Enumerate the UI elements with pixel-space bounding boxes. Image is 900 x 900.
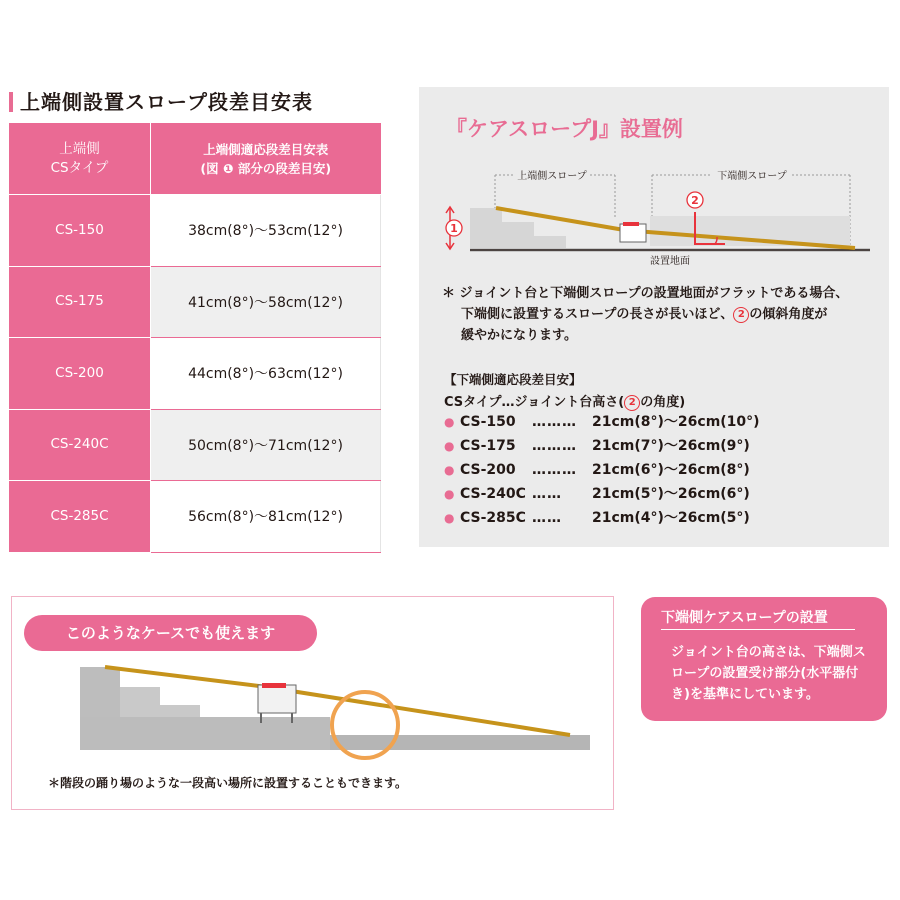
list-item: ● CS-240C …… 21cm(5°)～26cm(6°) (444, 486, 750, 502)
label-upper-slope: 上端側スロープ (517, 171, 587, 182)
lower-subheading: CSタイプ…ジョイント台高さ( 2 の角度) (444, 395, 686, 410)
table-row (9, 195, 381, 267)
upper-slope (105, 667, 275, 688)
info-box-title: 下端側ケアスロープの設置 (661, 610, 828, 626)
joint-level (262, 683, 286, 688)
table-title: 上端側設置スロープ段差目安表 (20, 90, 313, 114)
row-model: CS-175 (9, 266, 151, 338)
header-model: 上端側 CSタイプ (9, 123, 151, 195)
upper-step-table (9, 123, 381, 553)
table-row (9, 409, 381, 481)
row-range: 44cm(8°)～63cm(12°) (151, 338, 381, 410)
landing-diagram (75, 655, 595, 760)
table-row (9, 481, 381, 553)
row-model: CS-240C (9, 409, 151, 481)
row-model: CS-200 (9, 338, 151, 410)
row-model: CS-285C (9, 481, 151, 553)
lower-step-list (444, 410, 760, 530)
example-title: 『ケアスロープJ』設置例 (446, 117, 683, 141)
list-item: ● CS-175 ……… 21cm(7°)～26cm(9°) (444, 438, 750, 454)
table-row (9, 338, 381, 410)
info-box-divider (661, 629, 855, 630)
list-item: ● CS-200 ……… 21cm(6°)～26cm(8°) (444, 462, 750, 478)
marker-2-inline: 2 (733, 307, 749, 323)
title-accent-bar (9, 92, 13, 112)
row-range: 41cm(8°)～58cm(12°) (151, 266, 381, 338)
row-range: 50cm(8°)～71cm(12°) (151, 409, 381, 481)
lower-ground (330, 735, 590, 750)
list-item: ● CS-285C …… 21cm(4°)～26cm(5°) (444, 510, 750, 526)
joint-stand (258, 685, 296, 713)
table-row (9, 266, 381, 338)
row-model: CS-150 (9, 195, 151, 267)
joint-level (623, 222, 639, 226)
label-lower-slope: 下端側スロープ (717, 171, 787, 182)
row-range: 56cm(8°)～81cm(12°) (151, 481, 381, 553)
label-ground: 設置地面 (650, 256, 690, 267)
example-note: ＊ ジョイント台と下端側スロープの設置地面がフラットである場合、 下端側に設置するスロープの長さが長いほど、 2 の傾斜角度が 緩やかになります。 (442, 286, 849, 343)
svg-text:1: 1 (450, 222, 458, 235)
header-range: 上端側適応段差目安表 (図 ❶ 部分の段差目安) (151, 123, 381, 195)
svg-text:2: 2 (691, 194, 699, 207)
installation-diagram (430, 150, 880, 275)
joint-stand (620, 224, 646, 242)
case-note: ＊階段の踊り場のような一段高い場所に設置することもできます。 (48, 776, 408, 790)
case-pill: このようなケースでも使えます (24, 615, 317, 651)
row-range: 38cm(8°)～53cm(12°) (151, 195, 381, 267)
list-item: ● CS-150 ……… 21cm(8°)～26cm(10°) (444, 414, 760, 430)
stairs (470, 208, 566, 248)
info-box-text: ジョイント台の高さは、下端側スロープの設置受け部分(水平器付き)を基準にしています。 (671, 645, 866, 702)
lower-heading: 【下端側適応段差目安】 (444, 372, 582, 387)
